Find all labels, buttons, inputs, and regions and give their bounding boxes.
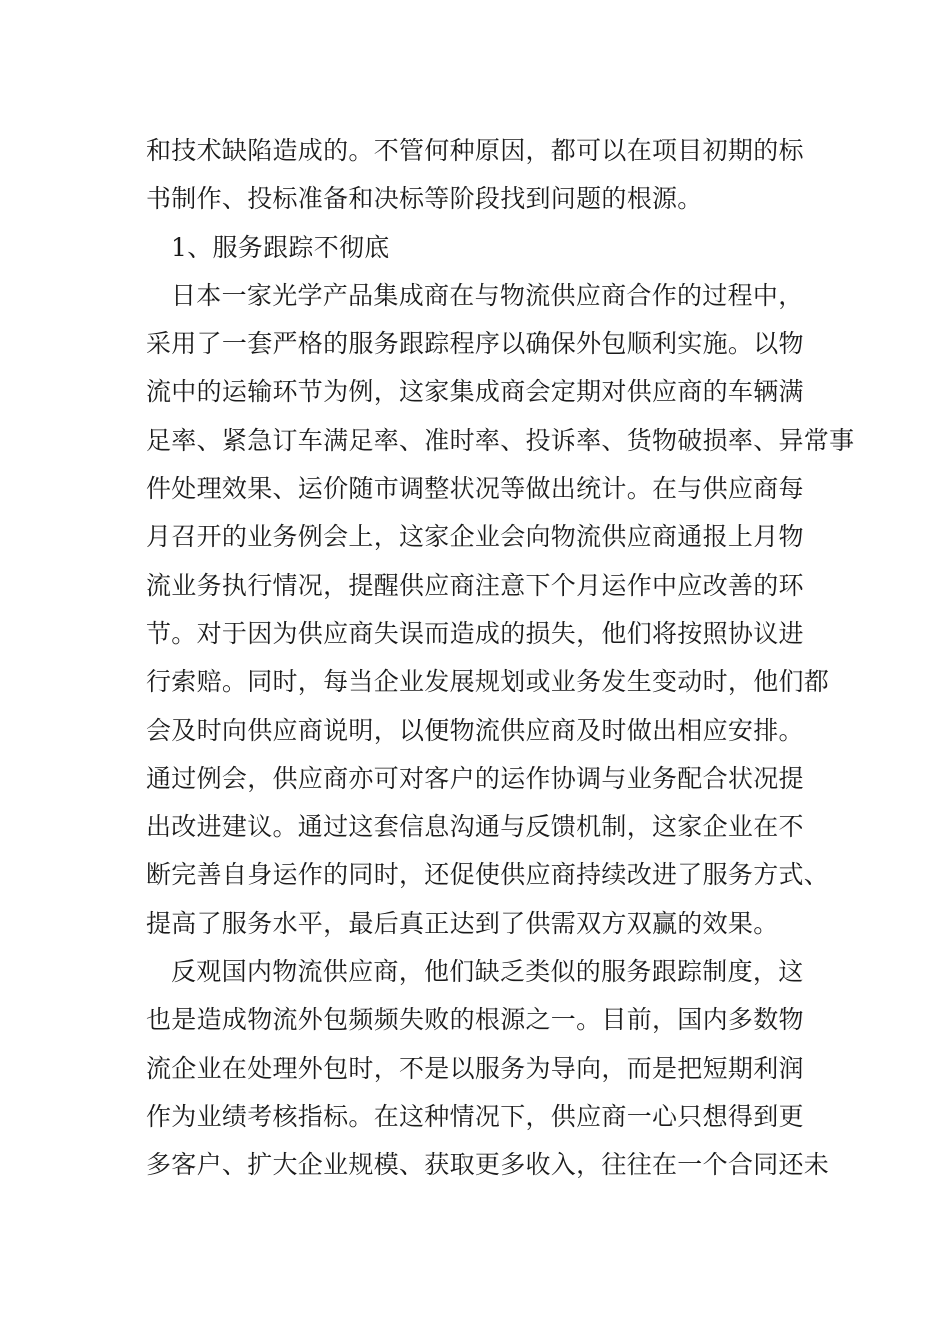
text-line: 节。对于因为供应商失误而造成的损失，他们将按照协议进 [146, 618, 804, 648]
text-line: 日本一家光学产品集成商在与物流供应商合作的过程中， [171, 280, 804, 310]
text-line: 出改进建议。通过这套信息沟通与反馈机制，这家企业在不 [146, 812, 804, 842]
text-line: 通过例会，供应商亦可对客户的运作协调与业务配合状况提 [146, 763, 804, 793]
text-line: 多客户、扩大企业规模、获取更多收入，往往在一个合同还未 [146, 1150, 830, 1180]
text-line: 会及时向供应商说明，以便物流供应商及时做出相应安排。 [146, 715, 804, 745]
text-line: 流业务执行情况，提醒供应商注意下个月运作中应改善的环 [146, 570, 804, 600]
text-line: 足率、紧急订车满足率、准时率、投诉率、货物破损率、异常事 [146, 425, 855, 455]
text-line: 也是造成物流外包频频失败的根源之一。目前，国内多数物 [146, 1005, 804, 1035]
text-line: 书制作、投标准备和决标等阶段找到问题的根源。 [146, 184, 703, 214]
text-line: 作为业绩考核指标。在这种情况下，供应商一心只想得到更 [146, 1101, 804, 1131]
document-body [146, 127, 855, 1190]
text-line: 流企业在处理外包时，不是以服务为导向，而是把短期利润 [146, 1053, 804, 1083]
text-line: 和技术缺陷造成的。不管何种原因，都可以在项目初期的标 [146, 136, 804, 165]
text-line: 采用了一套严格的服务跟踪程序以确保外包顺利实施。以物 [146, 329, 804, 359]
section-heading: 1、服务跟踪不彻底 [171, 232, 390, 262]
text-line: 提高了服务水平，最后真正达到了供需双方双赢的效果。 [146, 908, 779, 938]
text-line: 件处理效果、运价随市调整状况等做出统计。在与供应商每 [146, 474, 804, 504]
text-line: 月召开的业务例会上，这家企业会向物流供应商通报上月物 [146, 522, 804, 552]
text-line: 行索赔。同时，每当企业发展规划或业务发生变动时，他们都 [146, 667, 830, 697]
text-line: 流中的运输环节为例，这家集成商会定期对供应商的车辆满 [146, 377, 804, 407]
text-line: 反观国内物流供应商，他们缺乏类似的服务跟踪制度，这 [171, 957, 804, 987]
text-line: 断完善自身运作的同时，还促使供应商持续改进了服务方式、 [146, 860, 830, 890]
